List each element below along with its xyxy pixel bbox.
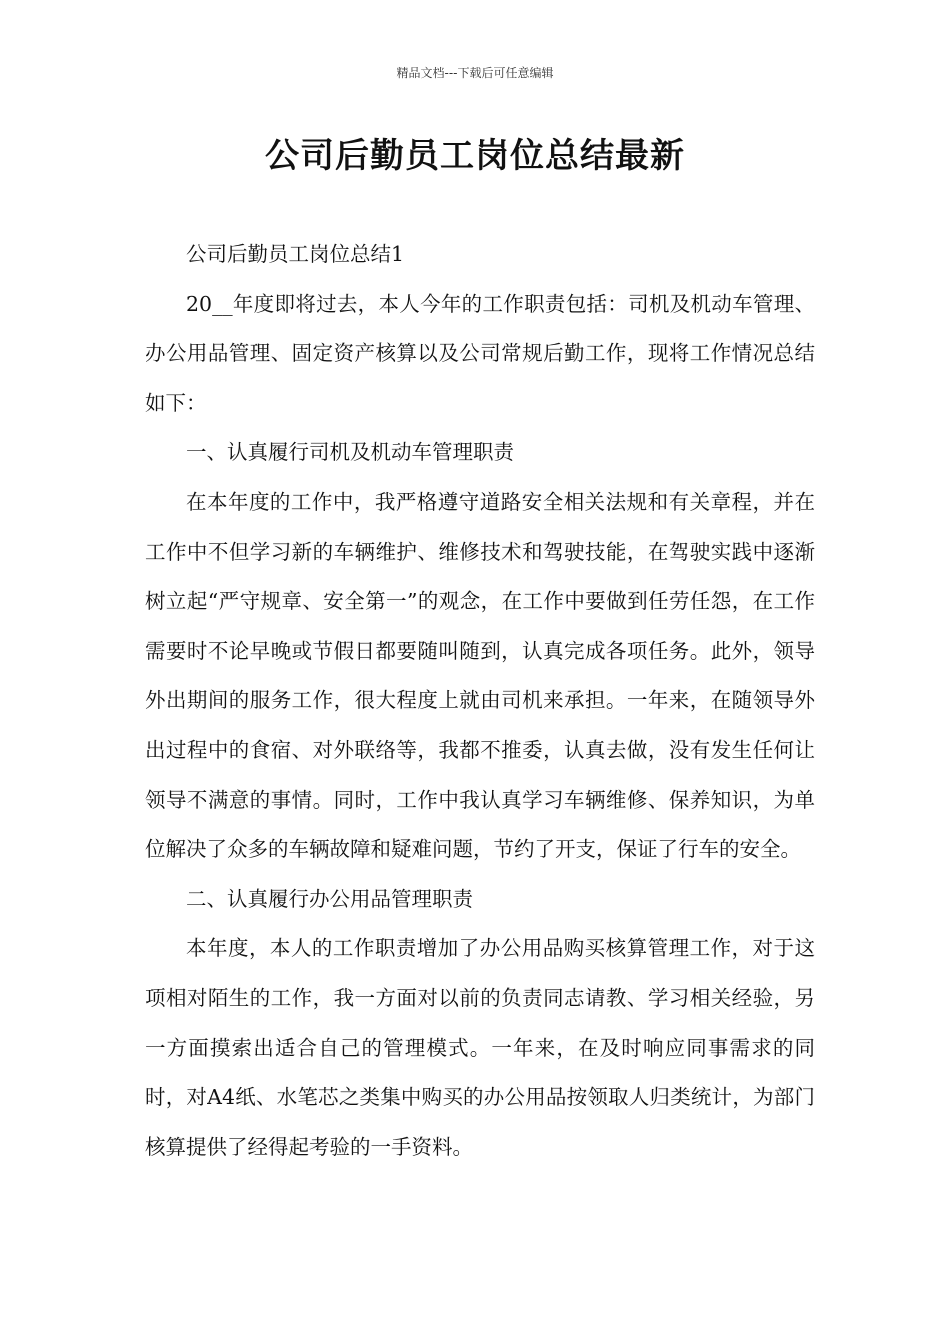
document-body [145,230,815,1172]
intro-paragraph: 20__年度即将过去，本人今年的工作职责包括：司机及机动车管理、办公用品管理、固定资产核算以及公司常规后勤工作，现将工作情况总结如下： [145,291,815,415]
section-subtitle: 公司后勤员工岗位总结1 [186,242,405,266]
header-note: 精品文档---下载后可任意编辑 [396,66,554,80]
body-paragraph-1: 在本年度的工作中，我严格遵守道路安全相关法规和有关章程，并在工作中不但学习新的车辆维护、维修技术和驾驶技能，在驾驶实践中逐渐树立起“严守规章、安全第一”的观念，在工作中要做到任劳任怨，在工作需要时不论早晚或节假日都要随叫随到，认真完成各项任务。此外，领导外出期间的服务工作，很大程度上就由司机来承担。一年来，在随领导外出过程中的食宿、对外联络等，我都不推委，认真去做，没有发生任何让领导不满意的事情。同时，工作中我认真学习车辆维修、保养知识，为单位解决了众多的车辆故障和疑难问题，节约了开支，保证了行车的安全。 [145,489,815,862]
body-paragraph-2: 本年度，本人的工作职责增加了办公用品购买核算管理工作，对于这项相对陌生的工作，我一方面对以前的负责同志请教、学习相关经验，另一方面摸索出适合自己的管理模式。一年来，在及时响应同事需求的同时，对A4纸、水笔芯之类集中购买的办公用品按领取人归类统计，为部门核算提供了经得起考验的一手资料。 [145,936,815,1159]
document-title: 公司后勤员工岗位总结最新 [265,136,685,176]
section-heading-1: 一、认真履行司机及机动车管理职责 [186,440,514,465]
section-heading-2: 二、认真履行办公用品管理职责 [186,886,473,911]
